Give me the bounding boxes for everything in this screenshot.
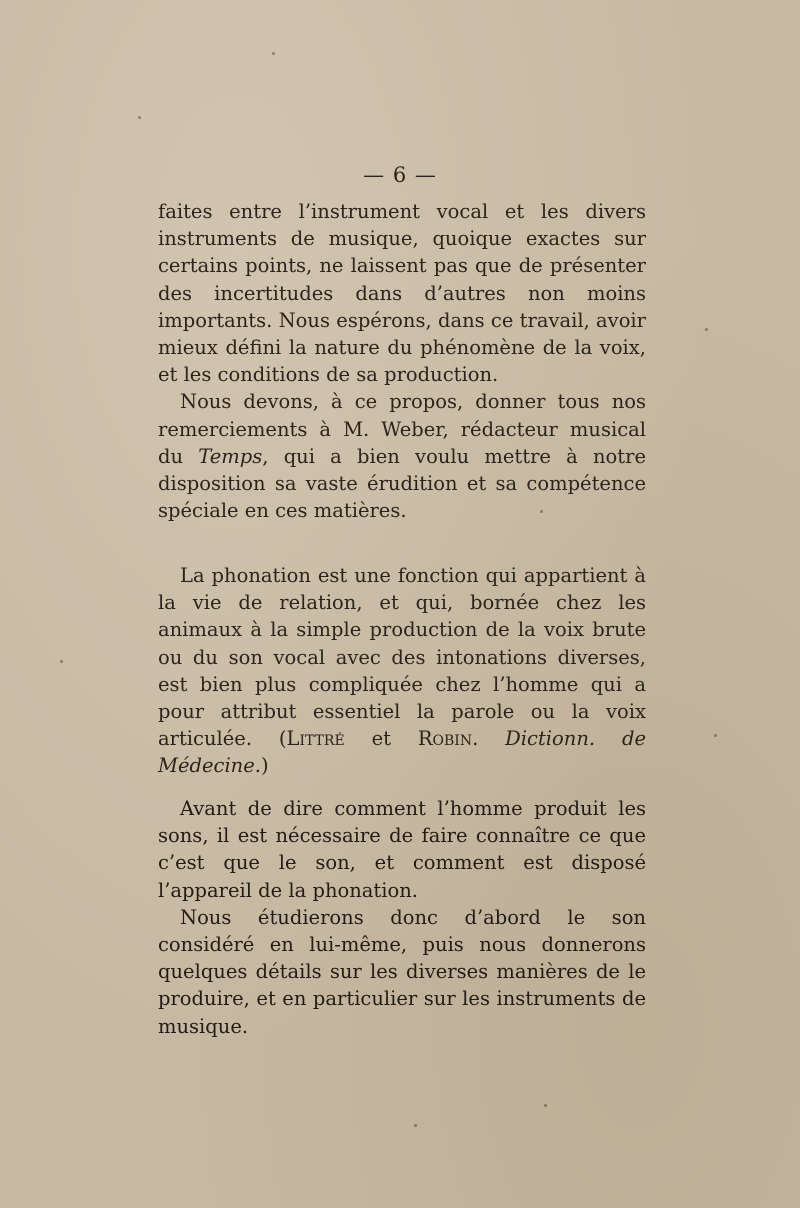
paper-speck [414, 1124, 417, 1127]
paragraph-2 [158, 388, 646, 524]
text-block-sound [158, 795, 646, 1040]
newspaper-title: Temps [198, 444, 263, 468]
author-littre: Littré [286, 727, 345, 751]
text-block-intro [158, 198, 646, 524]
paper-speck [544, 1104, 547, 1107]
text-block-phonation [158, 562, 646, 780]
paper-speck [714, 734, 717, 737]
paragraph-1: faites entre l’instrument vocal et les divers instruments de musique, quoique exactes sur certains points, ne laissent pas que de présenter des incertitudes dans d’autres non moins importants. Nous espérons, dans ce travail, avoir mieux défini la nature du phénomène de la voix, et les conditions de sa production. [158, 200, 646, 387]
paper-speck [138, 116, 141, 119]
paper-speck [272, 52, 275, 55]
paragraph-2-text-after: , qui a bien voulu mettre à notre disposition sa vaste érudition et sa compétence spéciale en ces matières. [158, 444, 646, 523]
paragraph-3-text-before: La phonation est une fonction qui appartient à la vie de relation, et qui, bornée chez les animaux à la simple production de la voix brute ou du son vocal avec des intonations diverses, est bien plus compliquée chez l’homme qui a pour attribut essentiel la parole ou la voix articulée. ( [158, 564, 646, 751]
page-number: — 6 — [363, 163, 437, 187]
paragraph-3 [158, 562, 646, 780]
author-robin: Robin [417, 727, 473, 751]
paragraph-4: Avant de dire comment l’homme produit les sons, il est nécessaire de faire connaître ce que c’est que le son, et comment est disposé l’appareil de la phonation. [158, 797, 646, 902]
citation-separator: . [472, 727, 506, 751]
paper-speck [60, 660, 63, 663]
paper-speck [705, 328, 708, 331]
paper-speck [540, 510, 543, 513]
citation-title: Dictionn. de Médecine. [158, 727, 646, 778]
author-conjunction: et [344, 727, 418, 751]
paragraph-5: Nous étudierons donc d’abord le son considéré en lui-même, puis nous donnerons quelques détails sur les diverses manières de le produire, et en particulier sur les instruments de musique. [158, 905, 646, 1038]
paragraph-3-text-after: ) [260, 754, 269, 778]
paragraph-2-text-before: Nous devons, à ce propos, donner tous nos remerciements à M. Weber, rédacteur musical du [158, 390, 646, 468]
